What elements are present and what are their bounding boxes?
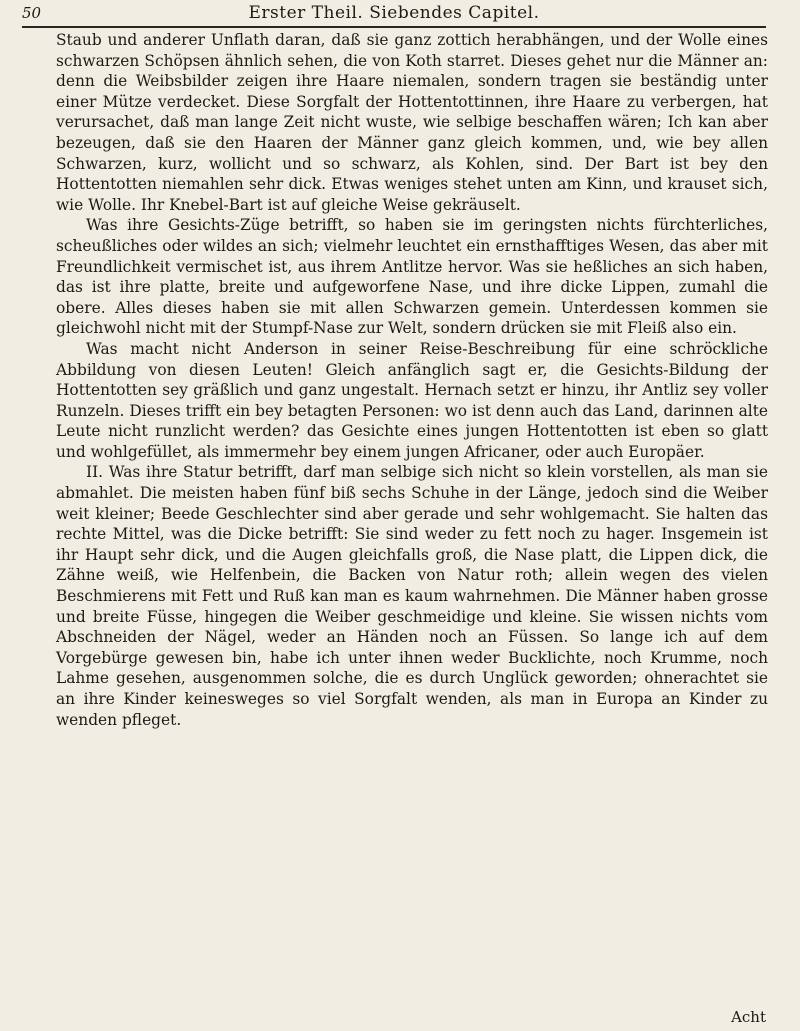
running-head: Erster Theil. Siebendes Capitel. — [248, 3, 540, 23]
catchword: Acht — [731, 1008, 766, 1026]
paragraph: II. Was ihre Statur betrifft, darf man selbige sich nicht so klein vorstellen, als man sie abmahlet. Die meisten haben fünf biß sechs Schuhe in der Länge, jedoch sind die Weiber weit kleiner; Beede Geschlechter sind aber gerade und sehr wohlgemacht. Sie halten das rechte Mittel, was die Dicke betrifft: Sie sind weder zu fett noch zu hager. Insgemein ist ihr Haupt sehr dick, und die Augen gleichfalls groß, die Nase platt, die Lippen dick, die Zähne weiß, wie Helfenbein, die Backen von Natur roth; allein wegen des vielen Beschmierens mit Fett und Ruß kan man es kaum wahrnehmen. Die Männer haben grosse und breite Füsse, hingegen die Weiber geschmeidige und kleine. Sie wissen nichts vom Abschneiden der Nägel, weder an Händen noch an Füssen. So lange ich auf dem Vorgebürge gewesen bin, habe ich unter ihnen weder Bucklichte, noch Krumme, noch Lahme gesehen, ausgenommen solche, die es durch Unglück geworden; ohnerachtet sie an ihre Kinder keinesweges so viel Sorgfalt wenden, als man in Europa an Kinder zu wenden pfleget. — [56, 463, 768, 729]
paragraph: Staub und anderer Unflath daran, daß sie ganz zottich herabhängen, und der Wolle eines schwarzen Schöpsen ähnlich sehen, die von Koth starret. Dieses gehet nur die Männer an: denn die Weibsbilder zeigen ihre Haare niemalen, sondern tragen sie beständig unter einer Mütze verdecket. Diese Sorgfalt der Hottentottinnen, ihre Haare zu verbergen, hat verursachet, daß man lange Zeit nicht wuste, wie selbige beschaffen wären; Ich kan aber bezeugen, daß sie den Haaren der Männer ganz gleich kommen, und, wie bey allen Schwarzen, kurz, wollicht und so schwarz, als Kohlen, sind. Der Bart ist bey den Hottentotten niemahlen sehr dick. Etwas weniges stehet unten am Kinn, und krauset sich, wie Wolle. Ihr Knebel-Bart ist auf gleiche Weise gekräuselt. — [56, 31, 768, 214]
page-header — [22, 2, 766, 24]
paragraph: Was ihre Gesichts-Züge betrifft, so haben sie im geringsten nichts fürchterliches, scheußliches oder wildes an sich; vielmehr leuchtet ein ernsthafftiges Wesen, das aber mit Freundlichkeit vermischet ist, aus ihrem Antlitze hervor. Was sie heßliches an sich haben, das ist ihre platte, breite und aufgeworfene Nase, und ihre dicke Lippen, zumahl die obere. Alles dieses haben sie mit allen Schwarzen gemein. Unterdessen kommen sie gleichwohl nicht mit der Stumpf-Nase zur Welt, sondern drücken sie mit Fleiß also ein. — [56, 216, 768, 338]
body-text — [56, 30, 768, 730]
header-rule — [22, 26, 766, 28]
page-number: 50 — [22, 4, 42, 22]
paragraph: Was macht nicht Anderson in seiner Reise-Beschreibung für eine schröckliche Abbildung von diesen Leuten! Gleich anfänglich sagt er, die Gesichts-Bildung der Hottentotten sey gräßlich und ganz ungestalt. Hernach setzt er hinzu, ihr Antliz sey voller Runzeln. Dieses trifft ein bey betagten Personen: wo ist denn auch das Land, darinnen alte Leute nicht runzlicht werden? das Gesichte eines jungen Hottentotten ist eben so glatt und wohlgefüllet, als immermehr bey einem jungen Africaner, oder auch Europäer. — [56, 339, 768, 461]
